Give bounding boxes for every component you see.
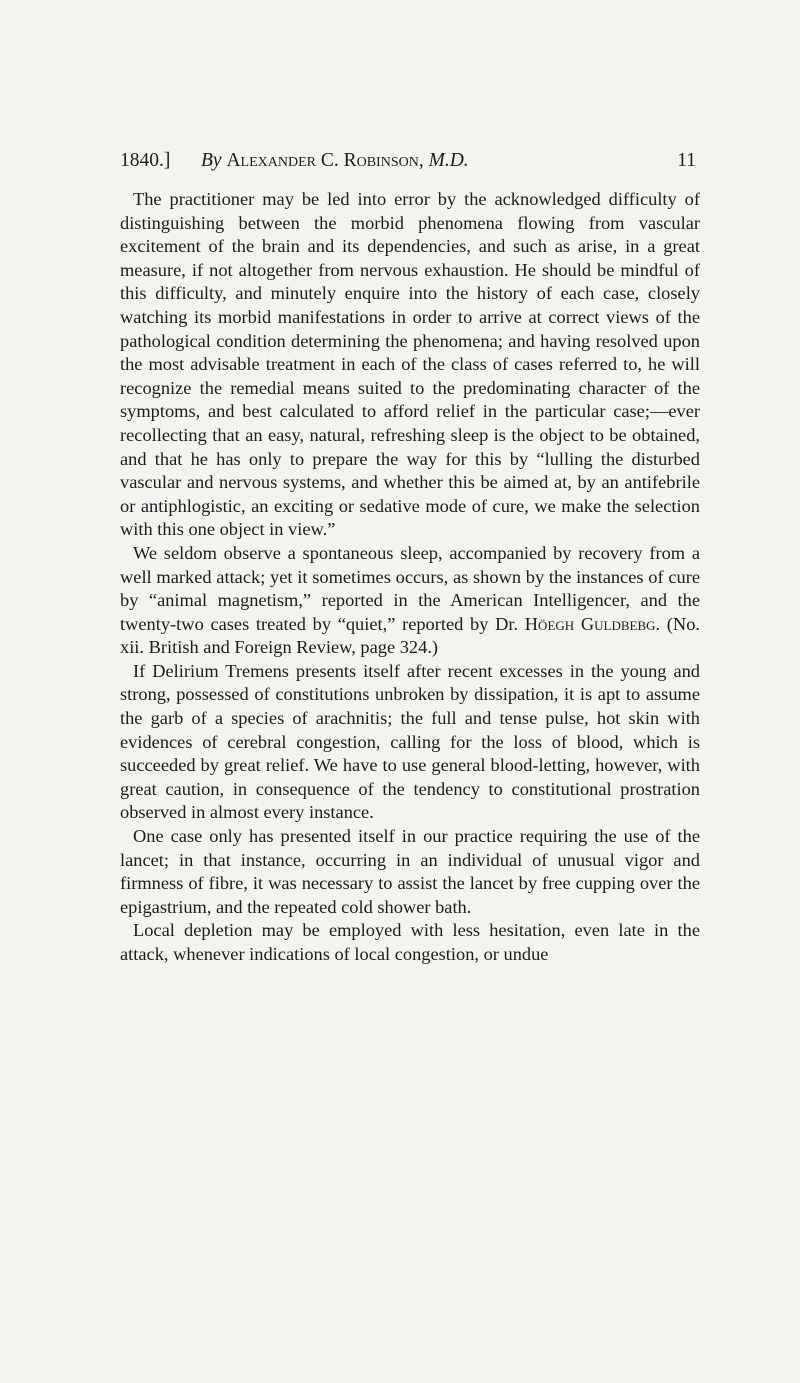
paragraph: Local depletion may be employed with less hesitation, even late in the attack, whenever indications of local congestion, or undue — [120, 920, 700, 964]
paragraph-text: (No. xii. British and Foreign Review, page 324.) — [120, 613, 701, 658]
running-head-year: 1840.] — [120, 150, 171, 171]
running-head-title — [201, 148, 469, 174]
running-head-author: Alexander C. Robinson, — [226, 150, 424, 171]
running-head-by: By — [201, 150, 222, 171]
book-page — [120, 148, 700, 967]
paragraph: One case only has presented itself in our practice requiring the use of the lancet; in that instance, occurring in an individual of unusual vigor and firmness of fibre, it was necessary to assist the lancet by free cupping over the epigastrium, and the repeated cold shower bath. — [120, 826, 700, 917]
paragraph-text: We seldom observe a spontaneous sleep, accompanied by recovery from a well marked attack; yet it sometimes occurs, as shown by the instances of cure by “animal magnetism,” reported in the American Intelligencer, and the twenty-two cases treated by “quiet,” reported by Dr. — [120, 542, 700, 634]
running-head-degree: M.D. — [428, 150, 469, 171]
paragraph: If Delirium Tremens presents itself after recent excesses in the young and strong, possessed of constitutions unbroken by dissipation, it is apt to assume the garb of a species of arachnitis; the full and tense pulse, hot skin with evidences of cerebral congestion, calling for the loss of blood, which is succeeded by great relief. We have to use general blood-letting, however, with great caution, in consequence of the tendency to constitutional prostration observed in almost every instance. — [120, 660, 700, 823]
cited-name: Höegh Guldbebg. — [524, 613, 661, 634]
page-number: 11 — [677, 150, 696, 171]
body-text — [120, 188, 700, 967]
paragraph: The practitioner may be led into error by the acknowledged difficulty of distinguishing between the morbid phenomena flowing from vascular excitement of the brain and its dependencies, and such as arise, in a great measure, if not altogether from nervous exhaustion. He should be mindful of this difficulty, and minutely enquire into the history of each case, closely watching its morbid manifestations in order to arrive at correct views of the pathological condition determining the phenomena; and having resolved upon the most advisable treatment in each of the class of cases referred to, he will recognize the remedial means suited to the predominating character of the symptoms, and best calculated to afford relief in the particular case;—ever recollecting that an easy, natural, refreshing sleep is the object to be obtained, and that he has only to prepare the way for this by “lulling the disturbed vascular and nervous systems, and whether this be aimed at, by an antifebrile or antiphlogistic, an exciting or sedative mode of cure, we make the selection with this one object in view.” — [120, 189, 700, 540]
paragraph — [120, 542, 700, 660]
running-head — [120, 148, 700, 174]
